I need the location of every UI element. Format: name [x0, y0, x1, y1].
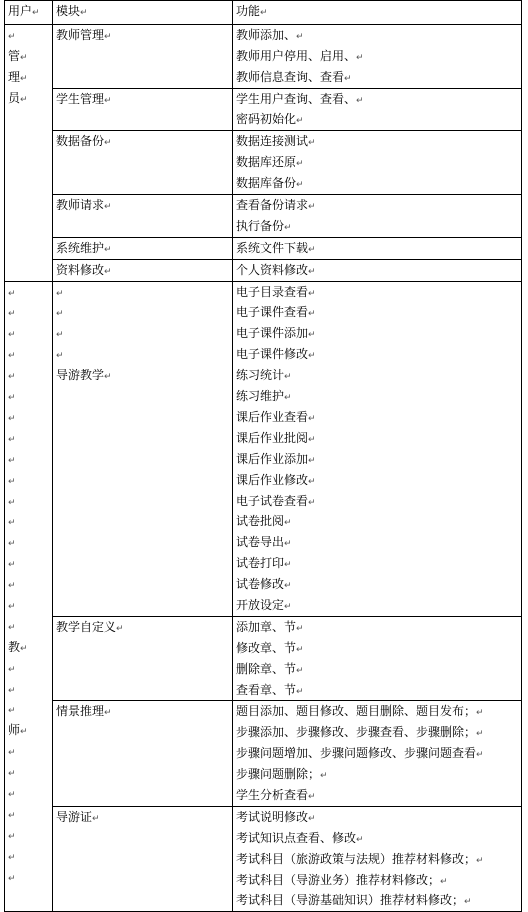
paragraph-mark-icon: ↵ — [320, 771, 328, 782]
cell-line — [8, 616, 52, 637]
paragraph-mark-icon: ↵ — [308, 288, 316, 299]
cell-line — [56, 260, 232, 281]
cell-line — [8, 762, 52, 783]
paragraph-mark-icon: ↵ — [296, 116, 304, 127]
module-cell — [53, 616, 233, 701]
paragraph-mark-icon: ↵ — [308, 351, 316, 362]
cell-line — [236, 807, 521, 828]
function-item: 个人资料修改 — [236, 262, 309, 277]
module-cell — [53, 131, 233, 195]
function-item: 电子目录查看 — [236, 284, 309, 299]
function-item: 电子课件添加 — [236, 326, 309, 341]
user-label: 教 — [8, 639, 21, 654]
paragraph-mark-icon: ↵ — [104, 708, 112, 719]
cell-line — [236, 282, 521, 303]
function-item: 数据连接测试 — [236, 134, 309, 149]
module-cell — [53, 806, 233, 911]
paragraph-mark-icon: ↵ — [20, 643, 28, 654]
function-item: 删除章、节 — [236, 661, 297, 676]
cell-line — [8, 804, 52, 825]
cell-line — [8, 428, 52, 449]
paragraph-mark-icon: ↵ — [284, 560, 292, 571]
paragraph-mark-icon: ↵ — [8, 685, 16, 696]
function-item: 课后作业查看 — [236, 409, 309, 424]
cell-line — [236, 428, 521, 449]
paragraph-mark-icon: ↵ — [20, 94, 28, 105]
function-item: 添加章、节 — [236, 619, 297, 634]
cell-line — [8, 741, 52, 762]
cell-line — [236, 323, 521, 344]
paragraph-mark-icon: ↵ — [8, 351, 16, 362]
cell-line — [236, 553, 521, 574]
cell-line — [236, 109, 521, 130]
function-cell — [233, 88, 522, 131]
cell-line — [56, 365, 232, 386]
paragraph-mark-icon: ↵ — [8, 622, 16, 633]
cell-line — [236, 365, 521, 386]
admin-module-row — [5, 131, 522, 195]
paragraph-mark-icon: ↵ — [308, 791, 316, 802]
paragraph-mark-icon: ↵ — [8, 518, 16, 529]
paragraph-mark-icon: ↵ — [8, 393, 16, 404]
cell-line — [56, 282, 232, 303]
cell-line — [236, 595, 521, 616]
cell-line — [8, 407, 52, 428]
paragraph-mark-icon: ↵ — [80, 8, 88, 18]
paragraph-mark-icon: ↵ — [296, 665, 304, 676]
cell-line — [8, 595, 52, 616]
cell-line — [236, 89, 521, 110]
function-item: 考试科目（旅游政策与法规）推荐材料修改； — [236, 851, 477, 866]
function-item: 学生分析查看 — [236, 787, 309, 802]
cell-line — [8, 491, 52, 512]
cell-line — [8, 511, 52, 532]
module-name: 教师管理 — [56, 27, 105, 42]
paragraph-mark-icon: ↵ — [356, 52, 364, 63]
cell-line — [56, 344, 232, 365]
function-item: 考试科目（导游基础知识）推荐材料修改； — [236, 893, 465, 908]
paragraph-mark-icon: ↵ — [308, 476, 316, 487]
admin-module-row — [5, 259, 522, 281]
paragraph-mark-icon: ↵ — [116, 623, 124, 634]
paragraph-mark-icon: ↵ — [56, 309, 64, 320]
cell-line — [236, 870, 521, 891]
module-name: 教师请求 — [56, 198, 105, 213]
function-item: 考试知识点查看、修改 — [236, 830, 357, 845]
admin-module-row — [5, 24, 522, 88]
cell-line — [56, 238, 232, 259]
cell-line — [8, 720, 52, 741]
cell-line — [56, 89, 232, 110]
function-item: 教师用户停用、启用、 — [236, 48, 357, 63]
function-item: 课后作业批阅 — [236, 430, 309, 445]
function-table — [4, 0, 522, 912]
cell-line — [8, 679, 52, 700]
function-cell — [233, 616, 522, 701]
teacher-module-row — [5, 281, 522, 616]
cell-line — [8, 386, 52, 407]
cell-line — [8, 846, 52, 867]
header-function — [233, 1, 522, 25]
cell-line — [8, 532, 52, 553]
header-module-label: 模块 — [56, 4, 81, 18]
paragraph-mark-icon: ↵ — [308, 813, 316, 824]
cell-line — [56, 131, 232, 152]
cell-line — [236, 46, 521, 67]
paragraph-mark-icon: ↵ — [104, 266, 112, 277]
paragraph-mark-icon: ↵ — [308, 202, 316, 213]
paragraph-mark-icon: ↵ — [296, 644, 304, 655]
function-item: 电子课件修改 — [236, 347, 309, 362]
cell-line — [236, 638, 521, 659]
paragraph-mark-icon: ↵ — [32, 8, 40, 18]
function-item: 练习统计 — [236, 368, 285, 383]
function-item: 试卷修改 — [236, 577, 285, 592]
paragraph-mark-icon: ↵ — [476, 750, 484, 761]
paragraph-mark-icon: ↵ — [296, 180, 304, 191]
cell-line — [236, 216, 521, 237]
function-cell — [233, 701, 522, 806]
module-name: 教学自定义 — [56, 619, 117, 634]
teacher-module-row — [5, 701, 522, 806]
paragraph-mark-icon: ↵ — [8, 413, 16, 424]
cell-line — [8, 658, 52, 679]
function-item: 数据库备份 — [236, 176, 297, 191]
module-cell — [53, 259, 233, 281]
paragraph-mark-icon: ↵ — [104, 202, 112, 213]
paragraph-mark-icon: ↵ — [8, 831, 16, 842]
function-table-body — [5, 1, 522, 912]
function-item: 系统文件下载 — [236, 240, 309, 255]
paragraph-mark-icon: ↵ — [92, 813, 100, 824]
paragraph-mark-icon: ↵ — [8, 330, 16, 341]
paragraph-mark-icon: ↵ — [476, 729, 484, 740]
cell-line — [56, 323, 232, 344]
cell-line — [236, 491, 521, 512]
function-item: 密码初始化 — [236, 112, 297, 127]
paragraph-mark-icon: ↵ — [284, 601, 292, 612]
function-item: 教师添加、 — [236, 27, 297, 42]
header-row — [5, 1, 522, 25]
function-cell — [233, 195, 522, 238]
paragraph-mark-icon: ↵ — [8, 31, 16, 42]
paragraph-mark-icon: ↵ — [104, 138, 112, 149]
paragraph-mark-icon: ↵ — [344, 73, 352, 84]
cell-line — [56, 617, 232, 638]
cell-line — [236, 722, 521, 743]
paragraph-mark-icon: ↵ — [20, 52, 28, 63]
cell-line — [8, 470, 52, 491]
paragraph-mark-icon: ↵ — [56, 351, 64, 362]
header-user-label: 用户 — [8, 4, 33, 18]
cell-line — [56, 701, 232, 722]
cell-line — [236, 407, 521, 428]
cell-line — [8, 867, 52, 888]
function-item: 试卷打印 — [236, 556, 285, 571]
module-name: 资料修改 — [56, 262, 105, 277]
paragraph-mark-icon: ↵ — [356, 95, 364, 106]
cell-line — [236, 764, 521, 785]
paragraph-mark-icon: ↵ — [284, 393, 292, 404]
function-item: 步骤问题删除； — [236, 767, 321, 782]
function-item: 电子课件查看 — [236, 305, 309, 320]
paragraph-mark-icon: ↵ — [20, 727, 28, 738]
function-item: 课后作业修改 — [236, 472, 309, 487]
header-user — [5, 1, 53, 25]
paragraph-mark-icon: ↵ — [260, 8, 268, 18]
cell-line — [236, 131, 521, 152]
paragraph-mark-icon: ↵ — [296, 623, 304, 634]
paragraph-mark-icon: ↵ — [308, 413, 316, 424]
function-cell — [233, 24, 522, 88]
function-item: 考试科目（导游业务）推荐材料修改； — [236, 872, 441, 887]
paragraph-mark-icon: ↵ — [284, 372, 292, 383]
paragraph-mark-icon: ↵ — [308, 309, 316, 320]
paragraph-mark-icon: ↵ — [476, 708, 484, 719]
paragraph-mark-icon: ↵ — [284, 581, 292, 592]
function-item: 步骤问题增加、步骤问题修改、步骤问题查看 — [236, 746, 477, 761]
function-cell — [233, 281, 522, 616]
cell-line — [236, 743, 521, 764]
cell-line — [236, 849, 521, 870]
cell-line — [8, 574, 52, 595]
cell-line — [8, 637, 52, 658]
function-item: 考试说明修改 — [236, 809, 309, 824]
cell-line — [8, 344, 52, 365]
cell-line — [236, 386, 521, 407]
module-name: 学生管理 — [56, 91, 105, 106]
paragraph-mark-icon: ↵ — [20, 73, 28, 84]
cell-line — [8, 783, 52, 804]
paragraph-mark-icon: ↵ — [356, 834, 364, 845]
cell-line — [236, 344, 521, 365]
cell-line — [236, 173, 521, 194]
module-name: 情景推理 — [56, 704, 105, 719]
function-item: 练习维护 — [236, 389, 285, 404]
paragraph-mark-icon: ↵ — [296, 31, 304, 42]
paragraph-mark-icon: ↵ — [8, 455, 16, 466]
cell-line — [236, 701, 521, 722]
user-label: 师 — [8, 723, 21, 738]
module-cell — [53, 195, 233, 238]
paragraph-mark-icon: ↵ — [284, 539, 292, 550]
paragraph-mark-icon: ↵ — [8, 434, 16, 445]
cell-line — [236, 238, 521, 259]
function-item: 课后作业添加 — [236, 451, 309, 466]
cell-line — [8, 825, 52, 846]
user-label: 理 — [8, 69, 21, 84]
teacher-user-cell — [5, 281, 53, 912]
paragraph-mark-icon: ↵ — [308, 266, 316, 277]
paragraph-mark-icon: ↵ — [8, 560, 16, 571]
header-function-label: 功能 — [236, 4, 261, 18]
admin-module-row — [5, 195, 522, 238]
paragraph-mark-icon: ↵ — [464, 897, 472, 908]
paragraph-mark-icon: ↵ — [284, 222, 292, 233]
cell-line — [8, 302, 52, 323]
paragraph-mark-icon: ↵ — [56, 330, 64, 341]
cell-line — [236, 617, 521, 638]
paragraph-mark-icon: ↵ — [308, 244, 316, 255]
function-item: 查看备份请求 — [236, 198, 309, 213]
paragraph-mark-icon: ↵ — [104, 31, 112, 42]
paragraph-mark-icon: ↵ — [308, 434, 316, 445]
function-item: 试卷导出 — [236, 535, 285, 550]
function-item: 试卷批阅 — [236, 514, 285, 529]
function-cell — [233, 237, 522, 259]
paragraph-mark-icon: ↵ — [104, 95, 112, 106]
cell-line — [8, 46, 52, 67]
paragraph-mark-icon: ↵ — [296, 159, 304, 170]
function-item: 数据库还原 — [236, 155, 297, 170]
paragraph-mark-icon: ↵ — [8, 476, 16, 487]
cell-line — [236, 574, 521, 595]
paragraph-mark-icon: ↵ — [308, 138, 316, 149]
paragraph-mark-icon: ↵ — [8, 539, 16, 550]
paragraph-mark-icon: ↵ — [8, 372, 16, 383]
cell-line — [236, 680, 521, 701]
cell-line — [8, 699, 52, 720]
paragraph-mark-icon: ↵ — [104, 372, 112, 383]
paragraph-mark-icon: ↵ — [8, 664, 16, 675]
function-item: 学生用户查询、查看、 — [236, 91, 357, 106]
paragraph-mark-icon: ↵ — [104, 244, 112, 255]
module-name: 系统维护 — [56, 240, 105, 255]
cell-line — [8, 25, 52, 46]
function-item: 步骤添加、步骤修改、步骤查看、步骤删除； — [236, 725, 477, 740]
paragraph-mark-icon: ↵ — [296, 686, 304, 697]
paragraph-mark-icon: ↵ — [56, 288, 64, 299]
cell-line — [236, 302, 521, 323]
function-item: 执行备份 — [236, 218, 285, 233]
cell-line — [236, 659, 521, 680]
cell-line — [56, 195, 232, 216]
cell-line — [236, 511, 521, 532]
paragraph-mark-icon: ↵ — [440, 876, 448, 887]
cell-line — [8, 88, 52, 109]
cell-line — [236, 785, 521, 806]
paragraph-mark-icon: ↵ — [8, 706, 16, 717]
module-cell — [53, 281, 233, 616]
admin-module-row — [5, 88, 522, 131]
cell-line — [236, 470, 521, 491]
cell-line — [56, 302, 232, 323]
cell-line — [236, 449, 521, 470]
function-cell — [233, 806, 522, 911]
cell-line — [236, 195, 521, 216]
cell-line — [8, 282, 52, 303]
cell-line — [236, 152, 521, 173]
module-cell — [53, 24, 233, 88]
user-label: 员 — [8, 90, 21, 105]
paragraph-mark-icon: ↵ — [8, 873, 16, 884]
cell-line — [236, 828, 521, 849]
function-cell — [233, 131, 522, 195]
module-cell — [53, 237, 233, 259]
cell-line — [236, 260, 521, 281]
function-cell — [233, 259, 522, 281]
cell-line — [236, 890, 521, 911]
paragraph-mark-icon: ↵ — [8, 769, 16, 780]
function-item: 电子试卷查看 — [236, 493, 309, 508]
paragraph-mark-icon: ↵ — [8, 601, 16, 612]
admin-user-cell — [5, 24, 53, 281]
module-cell — [53, 701, 233, 806]
module-name: 导游证 — [56, 809, 93, 824]
cell-line — [8, 553, 52, 574]
function-item: 修改章、节 — [236, 640, 297, 655]
cell-line — [56, 25, 232, 46]
paragraph-mark-icon: ↵ — [8, 852, 16, 863]
cell-line — [236, 532, 521, 553]
module-cell — [53, 88, 233, 131]
teacher-module-row — [5, 806, 522, 911]
function-item: 教师信息查询、查看 — [236, 69, 345, 84]
cell-line — [236, 25, 521, 46]
cell-line — [236, 67, 521, 88]
paragraph-mark-icon: ↵ — [8, 309, 16, 320]
paragraph-mark-icon: ↵ — [8, 789, 16, 800]
function-item: 开放设定 — [236, 597, 285, 612]
paragraph-mark-icon: ↵ — [308, 455, 316, 466]
cell-line — [8, 449, 52, 470]
cell-line — [8, 365, 52, 386]
cell-line — [56, 807, 232, 828]
paragraph-mark-icon: ↵ — [8, 748, 16, 759]
function-item: 题目添加、题目修改、题目删除、题目发布； — [236, 704, 477, 719]
paragraph-mark-icon: ↵ — [8, 497, 16, 508]
cell-line — [8, 67, 52, 88]
function-item: 查看章、节 — [236, 682, 297, 697]
paragraph-mark-icon: ↵ — [308, 497, 316, 508]
admin-module-row — [5, 237, 522, 259]
paragraph-mark-icon: ↵ — [8, 581, 16, 592]
paragraph-mark-icon: ↵ — [308, 330, 316, 341]
header-module — [53, 1, 233, 25]
module-name: 数据备份 — [56, 134, 105, 149]
teacher-module-row — [5, 616, 522, 701]
paragraph-mark-icon: ↵ — [8, 288, 16, 299]
module-name: 导游教学 — [56, 368, 105, 383]
paragraph-mark-icon: ↵ — [284, 518, 292, 529]
cell-line — [8, 323, 52, 344]
paragraph-mark-icon: ↵ — [8, 810, 16, 821]
paragraph-mark-icon: ↵ — [476, 855, 484, 866]
user-label: 管 — [8, 48, 21, 63]
